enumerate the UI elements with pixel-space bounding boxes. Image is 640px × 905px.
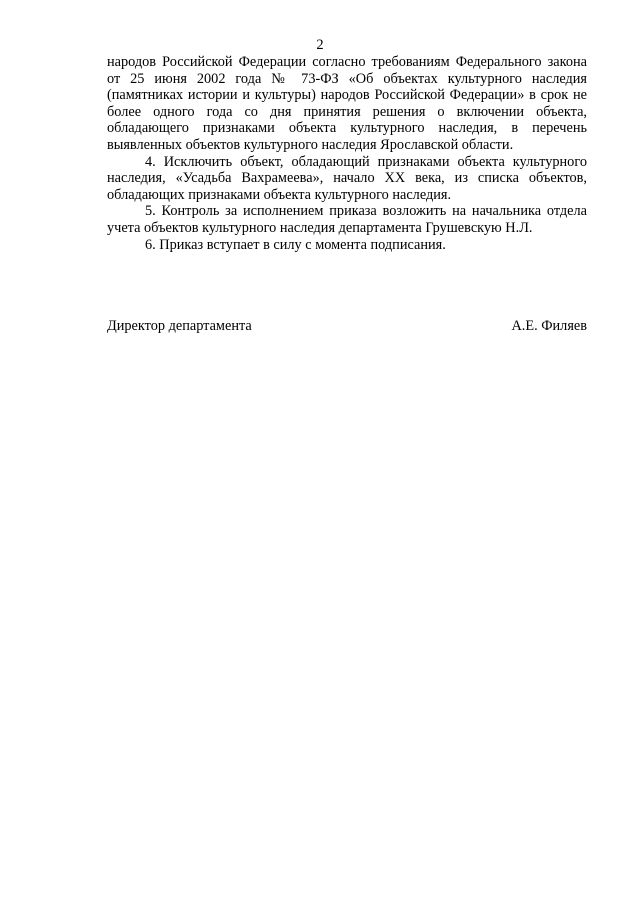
paragraph-item-4: 4. Исключить объект, обладающий признаками объекта культурного наследия, «Усадьба Вахрамеева», начало XX века, из списка объектов, обладающих признаками объекта культурного наследия. [107, 153, 587, 203]
document-body [107, 54, 587, 253]
signature-block [107, 318, 587, 335]
signatory-name: А.Е. Филяев [511, 318, 587, 334]
paragraph-continuation: народов Российской Федерации согласно требованиям Федерального закона от 25 июня 2002 года № 73-ФЗ «Об объектах культурного наследия (памятниках истории и культуры) народов Российской Федерации» в срок не более одного года со дня принятия решения о включении объекта, обладающего признаками объекта культурного наследия, в перечень выявленных объектов культурного наследия Ярославской области. [107, 54, 587, 153]
signatory-position: Директор департамента [107, 318, 252, 334]
page-number: 2 [316, 37, 324, 53]
paragraph-item-5: 5. Контроль за исполнением приказа возложить на начальника отдела учета объектов культурного наследия департамента Грушевскую Н.Л. [107, 203, 587, 236]
paragraph-item-6: 6. Приказ вступает в силу с момента подписания. [145, 236, 446, 253]
